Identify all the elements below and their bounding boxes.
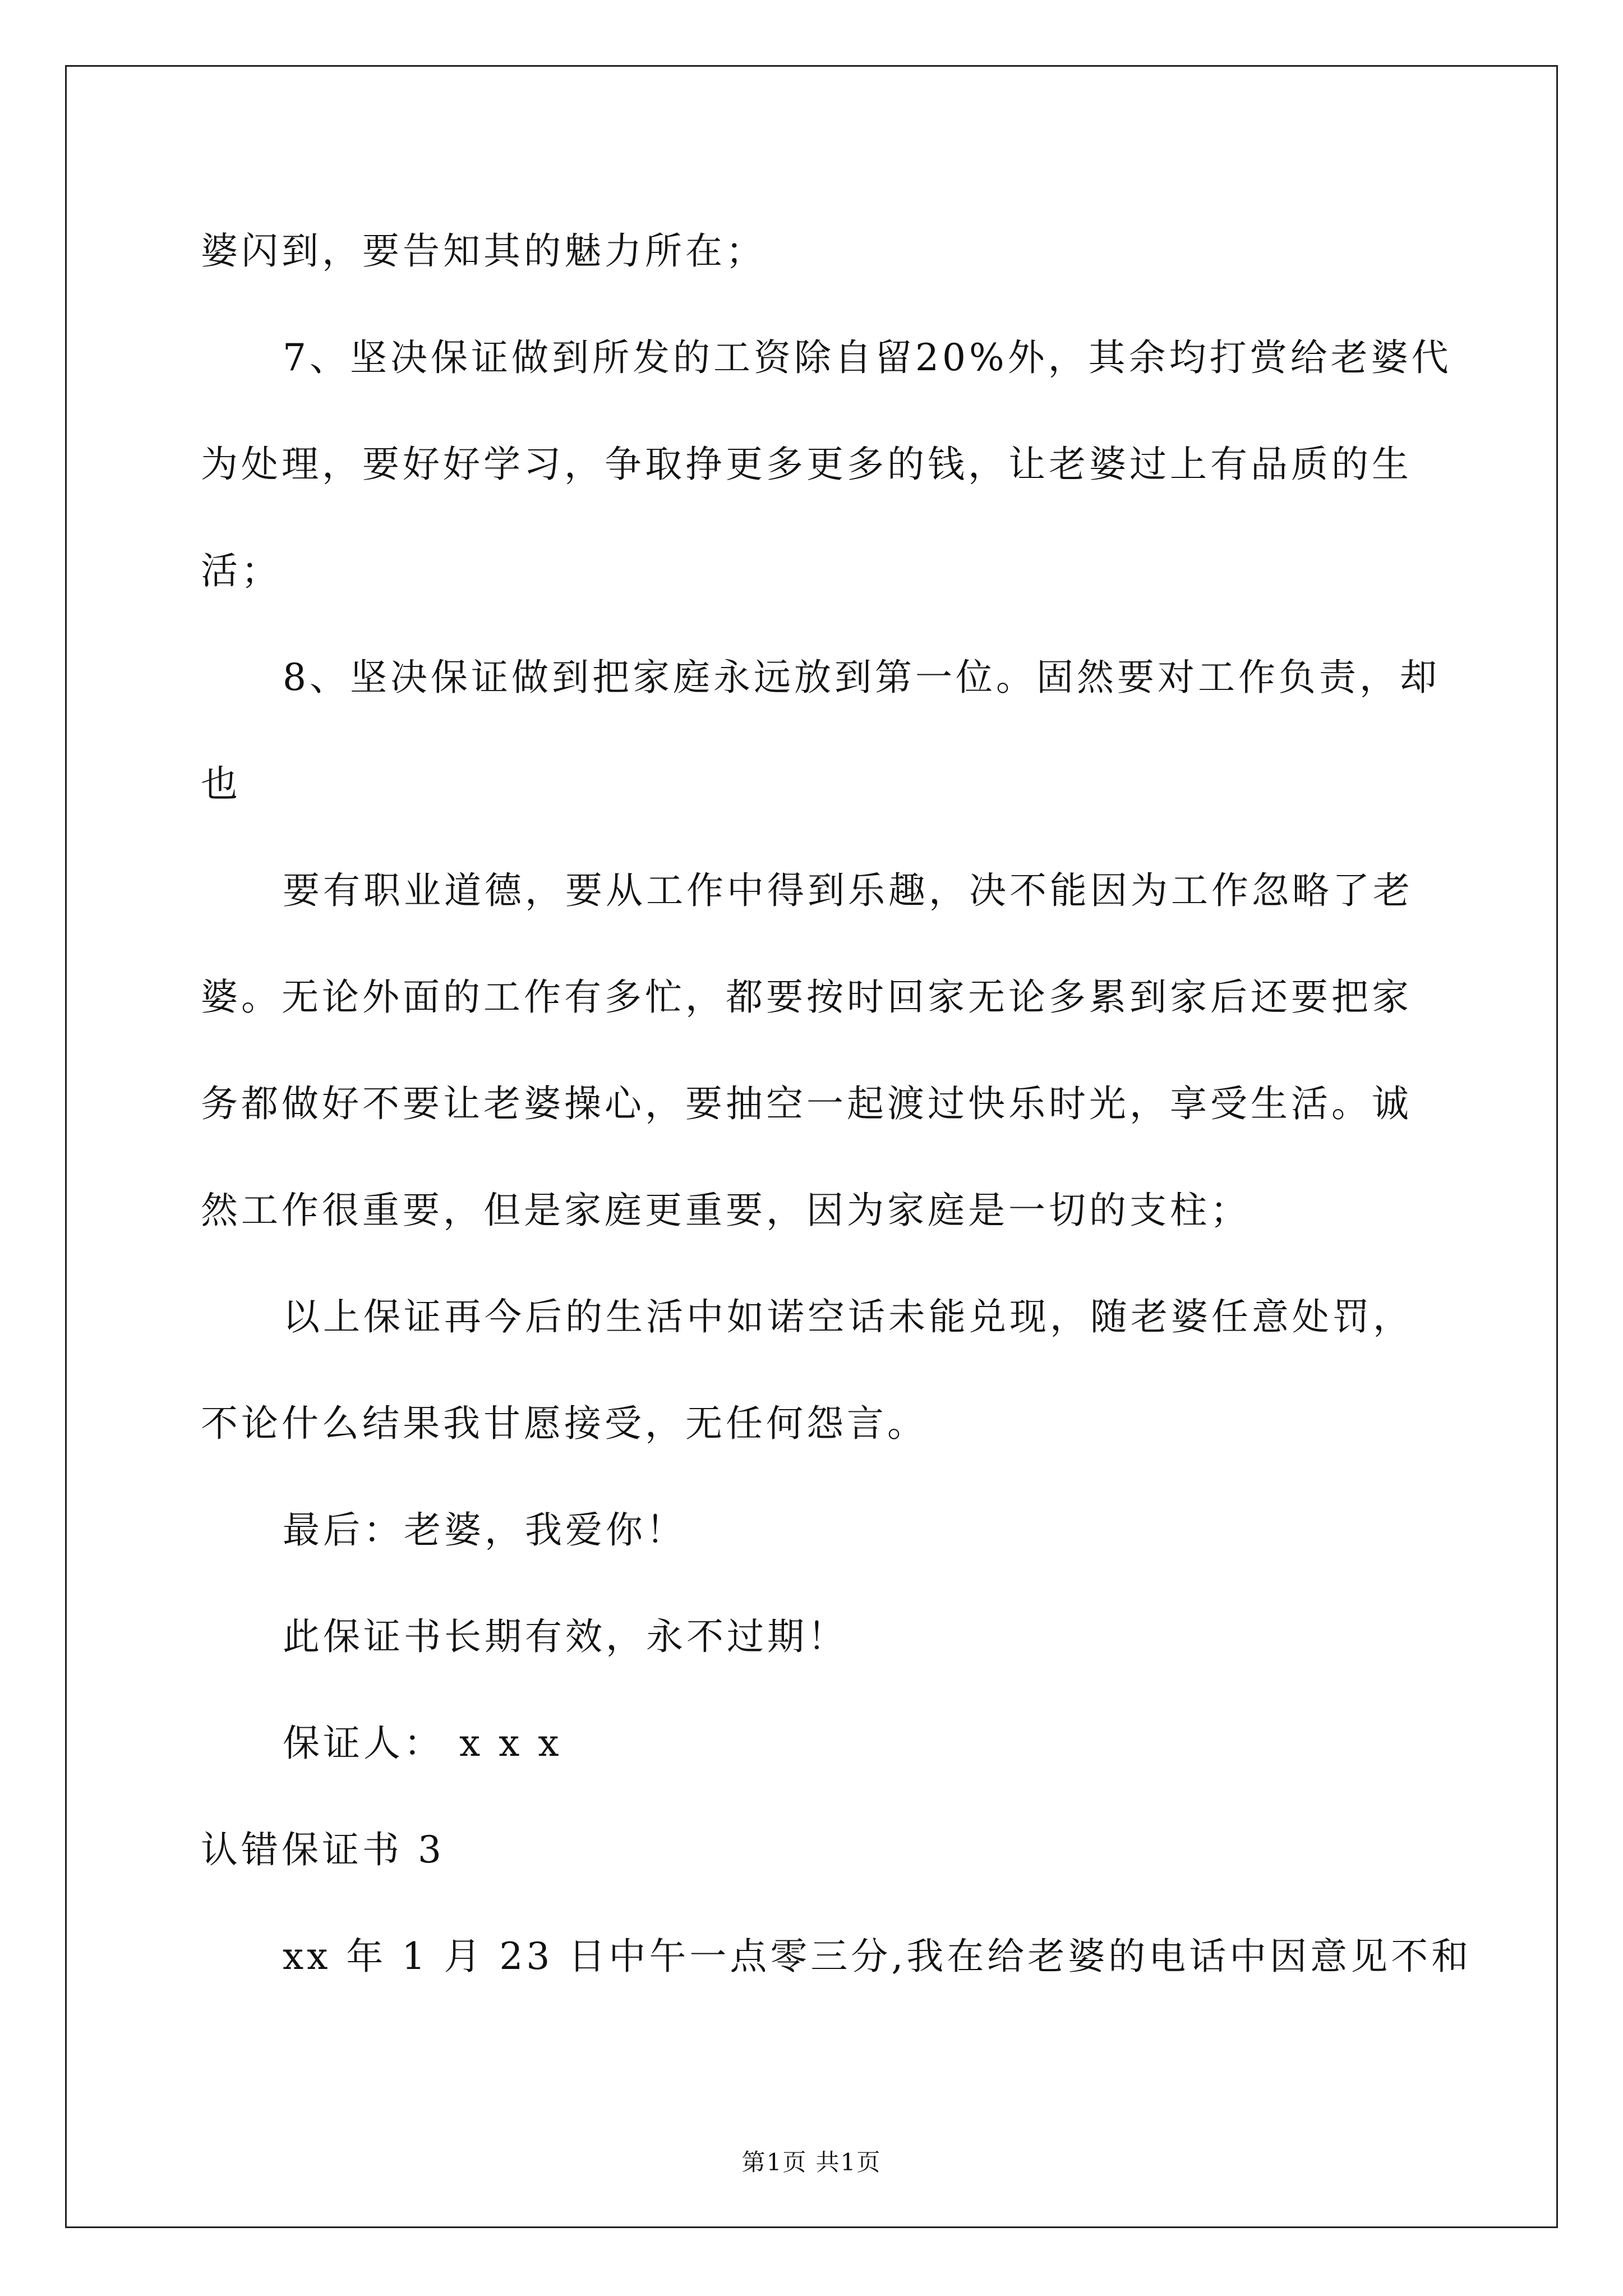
text-line: 活； xyxy=(201,549,282,592)
text-line: 不论什么结果我甘愿接受，无任何怨言。 xyxy=(201,1402,928,1445)
text-line: 7、坚决保证做到所发的工资除自留20%外，其余均打赏给老婆代 xyxy=(283,336,1452,379)
page-footer: 第1页 共1页 xyxy=(741,2148,882,2176)
text-line: 要有职业道德，要从工作中得到乐趣，决不能因为工作忽略了老 xyxy=(283,869,1413,912)
text-line: xx 年 1 月 23 日中午一点零三分,我在给老婆的电话中因意见不和 xyxy=(283,1935,1472,1978)
section-heading: 认错保证书 3 xyxy=(201,1828,445,1871)
text-line: 8、坚决保证做到把家庭永远放到第一位。固然要对工作负责，却 xyxy=(283,656,1440,699)
text-line: 也 xyxy=(201,762,241,806)
text-line: 婆。无论外面的工作有多忙，都要按时回家无论多累到家后还要把家 xyxy=(201,976,1412,1019)
text-line: 婆闪到，要告知其的魅力所在； xyxy=(201,229,766,273)
text-line: 以上保证再今后的生活中如诺空话未能兑现，随老婆任意处罚， xyxy=(283,1295,1413,1338)
text-line: 最后：老婆，我爱你！ xyxy=(283,1508,686,1552)
text-line: 然工作很重要，但是家庭更重要，因为家庭是一切的支柱； xyxy=(201,1189,1251,1232)
page-border xyxy=(65,65,1558,2228)
text-line: 为处理，要好好学习，争取挣更多更多的钱，让老婆过上有品质的生 xyxy=(201,443,1412,486)
text-line: 此保证书长期有效，永不过期！ xyxy=(283,1615,848,1658)
signature-line: 保证人： x x x xyxy=(283,1722,562,1765)
text-line: 务都做好不要让老婆操心，要抽空一起渡过快乐时光，享受生活。诚 xyxy=(201,1082,1412,1125)
